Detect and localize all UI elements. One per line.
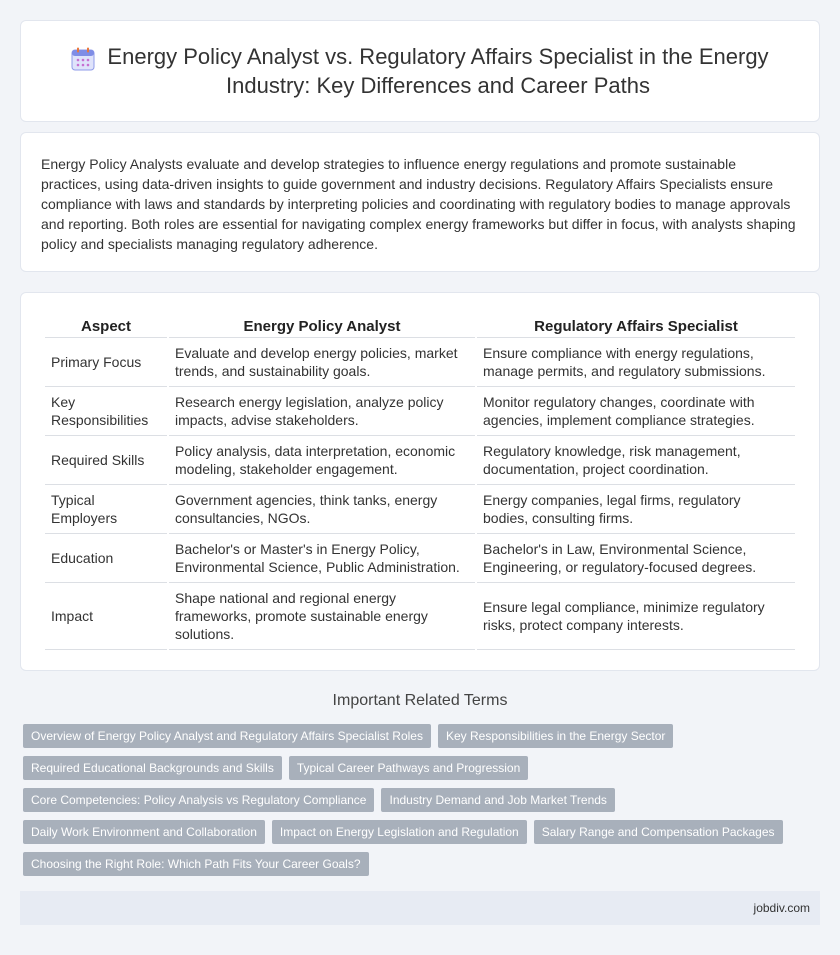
table-row: [45, 534, 795, 583]
related-term-tag[interactable]: Industry Demand and Job Market Trends: [381, 788, 614, 812]
specialist-cell: Monitor regulatory changes, coordinate with agencies, implement compliance strategies.: [477, 387, 795, 436]
title-card: [20, 20, 820, 122]
table-row: [45, 436, 795, 485]
table-header-row: [45, 314, 795, 338]
analyst-cell: Shape national and regional energy frameworks, promote sustainable energy solutions.: [169, 583, 475, 650]
table-row: [45, 338, 795, 387]
specialist-cell: Bachelor's in Law, Environmental Science, Engineering, or regulatory-focused degrees.: [477, 534, 795, 583]
related-term-tag[interactable]: Choosing the Right Role: Which Path Fits Your Career Goals?: [23, 852, 369, 876]
aspect-cell: Required Skills: [45, 436, 167, 485]
related-term-tag[interactable]: Required Educational Backgrounds and Skills: [23, 756, 282, 780]
comparison-table: [43, 314, 797, 650]
related-term-tag[interactable]: Impact on Energy Legislation and Regulation: [272, 820, 527, 844]
analyst-cell: Research energy legislation, analyze policy impacts, advise stakeholders.: [169, 387, 475, 436]
table-row: [45, 485, 795, 534]
aspect-cell: Impact: [45, 583, 167, 650]
related-term-tag[interactable]: Core Competencies: Policy Analysis vs Regulatory Compliance: [23, 788, 374, 812]
aspect-cell: Primary Focus: [45, 338, 167, 387]
header-energy-policy-analyst: Energy Policy Analyst: [169, 314, 475, 338]
related-term-tag[interactable]: Overview of Energy Policy Analyst and Regulatory Affairs Specialist Roles: [23, 724, 431, 748]
header-aspect: Aspect: [45, 314, 167, 338]
related-term-tag[interactable]: Salary Range and Compensation Packages: [534, 820, 783, 844]
footer-bar: [20, 891, 820, 925]
analyst-cell: Bachelor's or Master's in Energy Policy, Environmental Science, Public Administration.: [169, 534, 475, 583]
aspect-cell: Typical Employers: [45, 485, 167, 534]
aspect-cell: Key Responsibilities: [45, 387, 167, 436]
calendar-icon: [70, 46, 96, 72]
related-term-tag[interactable]: Typical Career Pathways and Progression: [289, 756, 528, 780]
aspect-cell: Education: [45, 534, 167, 583]
related-terms-title: Important Related Terms: [332, 692, 508, 709]
page-title: Energy Policy Analyst vs. Regulatory Affairs Specialist in the Energy Industry: Key Differences and Career Paths: [107, 44, 769, 98]
specialist-cell: Ensure compliance with energy regulations, manage permits, and regulatory submissions.: [477, 338, 795, 387]
comparison-card: [20, 292, 820, 671]
table-row: [45, 387, 795, 436]
footer-site-link[interactable]: jobdiv.com: [753, 901, 810, 915]
analyst-cell: Evaluate and develop energy policies, market trends, and sustainability goals.: [169, 338, 475, 387]
specialist-cell: Regulatory knowledge, risk management, documentation, project coordination.: [477, 436, 795, 485]
related-term-tag[interactable]: Key Responsibilities in the Energy Sector: [438, 724, 673, 748]
specialist-cell: Ensure legal compliance, minimize regulatory risks, protect company interests.: [477, 583, 795, 650]
header-regulatory-affairs-specialist: Regulatory Affairs Specialist: [477, 314, 795, 338]
specialist-cell: Energy companies, legal firms, regulatory bodies, consulting firms.: [477, 485, 795, 534]
intro-card: [20, 132, 820, 272]
intro-text: Energy Policy Analysts evaluate and develop strategies to influence energy regulations and promote sustainable practices, using data-driven insights to guide government and industry decisions. Regulatory Affairs Specialists ensure compliance with laws and standards by interpreting policies and coordinating with regulatory bodies to manage approvals and reporting. Both roles are essential for navigating complex energy frameworks but differ in focus, with analysts shaping policy and specialists managing regulatory adherence.: [41, 156, 796, 252]
related-term-tag[interactable]: Daily Work Environment and Collaboration: [23, 820, 265, 844]
analyst-cell: Policy analysis, data interpretation, economic modeling, stakeholder engagement.: [169, 436, 475, 485]
analyst-cell: Government agencies, think tanks, energy consultancies, NGOs.: [169, 485, 475, 534]
related-terms-list: [23, 724, 823, 884]
table-row: [45, 583, 795, 650]
